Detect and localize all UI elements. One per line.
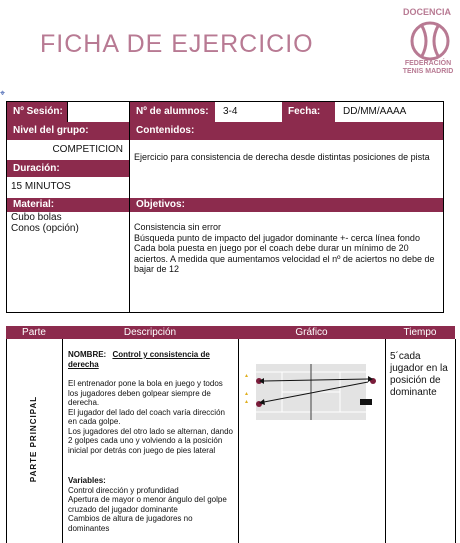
objetivo-item: Cada bola puesta en juego por el coach debe durar un mínimo de 20 aciertos. A medida que aumentamos velocidad el nº de aciertos no debe de bajar de 12 (134, 243, 435, 274)
col-descripcion: Descripción (123, 327, 177, 338)
objetivos-list (134, 222, 438, 275)
tiempo-value: 5´cada jugador en la posición de dominante (390, 351, 448, 398)
material-item: Cubo bolas (11, 212, 62, 223)
description-paragraph: El entrenador pone la bola en juego y todos los jugadores deben golpear siempre de derecha. (68, 379, 223, 407)
col-tiempo: Tiempo (403, 327, 437, 338)
material-list (11, 212, 127, 234)
variable-item: Cambios de altura de jugadores no dominantes (68, 514, 193, 533)
objetivo-item: Consistencia sin error (134, 222, 222, 232)
objetivos-label: Objetivos: (130, 198, 443, 212)
description-paragraph: El jugador del lado del coach varía dirección en cada golpe. (68, 407, 225, 426)
alumnos-label: Nº de alumnos: (130, 102, 215, 122)
objetivo-item: Búsqueda punto de impacto del jugador dominante +- cerca línea fondo (134, 232, 420, 243)
variables-label: Variables: (68, 476, 106, 485)
logo-docencia-text: DOCENCIA (403, 7, 452, 17)
logo-line-2: TENIS MADRID (402, 68, 454, 75)
logo-federacion-text (400, 60, 456, 76)
parte-value: PARTE PRINCIPAL (29, 395, 38, 483)
contenidos-label: Contenidos: (130, 122, 443, 140)
cone-icon (245, 392, 248, 395)
nivel-value[interactable]: COMPETICION (52, 144, 123, 155)
court-diagram (242, 362, 382, 422)
sesion-label: Nº Sesión: (7, 102, 67, 122)
page-title: FICHA DE EJERCICIO (40, 30, 314, 58)
variable-item: Control dirección y profundidad (68, 485, 179, 495)
sesion-value[interactable] (67, 102, 129, 122)
alumnos-value[interactable]: 3-4 (215, 102, 282, 122)
description-paragraph: Los jugadores del otro lado se alternan, dando 2 golpes cada uno y volviendo a la posición inicial por detrás con juego de pies lateral (68, 426, 234, 455)
fecha-value[interactable]: DD/MM/AAAA (335, 102, 443, 122)
nombre-label: NOMBRE: (68, 350, 107, 359)
col-grafico: Gráfico (295, 327, 328, 338)
duracion-label: Duración: (7, 160, 129, 177)
cone-icon (245, 374, 248, 377)
material-item: Conos (opción) (11, 223, 79, 234)
nombre-value: Control y consistencia de derecha (68, 350, 210, 369)
material-label: Material: (7, 198, 129, 212)
tennis-ball-logo-icon (408, 20, 452, 62)
col-parte: Parte (22, 327, 46, 338)
nivel-label: Nivel del grupo: (7, 122, 129, 140)
variable-item: Apertura de mayor o menor ángulo del golpe cruzado del jugador dominante (68, 495, 227, 514)
cone-icon (245, 400, 248, 403)
fecha-label: Fecha: (282, 102, 335, 122)
logo-line-1: FEDERACIÓN (404, 60, 452, 67)
coach-icon (360, 399, 372, 405)
variables-section (68, 476, 234, 533)
contenidos-value[interactable]: Ejercicio para consistencia de derecha desde distintas posiciones de pista (134, 152, 430, 162)
duracion-value[interactable]: 15 MINUTOS (11, 181, 71, 192)
anchor-marker-icon: ⌖ (0, 88, 6, 98)
exercise-name (68, 350, 234, 369)
description-text (68, 379, 234, 455)
